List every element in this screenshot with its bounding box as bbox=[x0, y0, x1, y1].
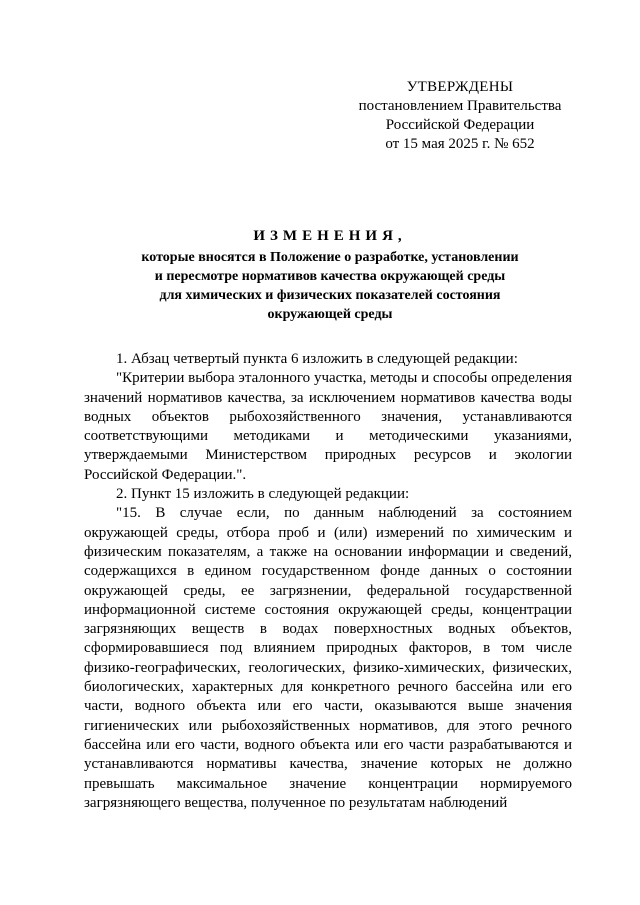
paragraph-3: 2. Пункт 15 изложить в следующей редакции: bbox=[116, 486, 410, 503]
approval-line-2: Российской Федерации bbox=[385, 117, 535, 133]
title-sub-2: и пересмотре нормативов качества окружающей среды bbox=[154, 269, 506, 284]
paragraph-2: "Критерии выбора эталонного участка, методы и способы определения значений нормативов качества, за исключением нормативов качества воды водных объектов рыбохозяйственного значения, устанавливаются соответствующими методиками и методическими указаниями, утверждаемыми Министерством природных ресурсов и экологии Российской Федерации.". bbox=[84, 370, 572, 483]
approval-line-3: от 15 мая 2025 г. № 652 bbox=[385, 136, 535, 152]
document-title bbox=[80, 226, 580, 324]
document-body bbox=[84, 350, 572, 813]
paragraph-1: 1. Абзац четвертый пункта 6 изложить в следующей редакции: bbox=[116, 351, 518, 367]
approval-line-1: постановлением Правительства bbox=[358, 98, 562, 114]
title-main: ИЗМЕНЕНИЯ, bbox=[253, 228, 407, 244]
approval-stamp bbox=[330, 78, 590, 154]
title-sub-1: которые вносятся в Положение о разработке, установлении bbox=[141, 250, 519, 265]
paragraph-4: "15. В случае если, по данным наблюдений за состоянием окружающей среды, отбора проб и (или) измерений по химическим и физическим показателям, а также на основании информации и сведений, содержащихся в едином государственном фонде данных о состоянии окружающей среды, ее загрязнении, федеральной государственной информационной системе состояния окружающей среды, концентрации загрязняющих веществ в водах поверхностных водных объектов, сформировавшиеся под влиянием природных факторов, в том числе физико-географических, геологических, физико-химических, физических, биологических, характерных для конкретного речного бассейна или его части, водного объекта или его части, оказываются выше значения гигиенических или рыбохозяйственных нормативов, для этого речного бассейна или его части, водного объекта или его части разрабатываются и устанавливаются нормативы качества, значение которых не должно превышать максимальное значение концентрации нормируемого загрязняющего вещества, полученное по результатам наблюдений bbox=[84, 505, 572, 811]
title-sub-4: окружающей среды bbox=[267, 307, 393, 322]
approval-heading: УТВЕРЖДЕНЫ bbox=[406, 79, 514, 95]
title-sub-3: для химических и физических показателей состояния bbox=[159, 288, 501, 303]
